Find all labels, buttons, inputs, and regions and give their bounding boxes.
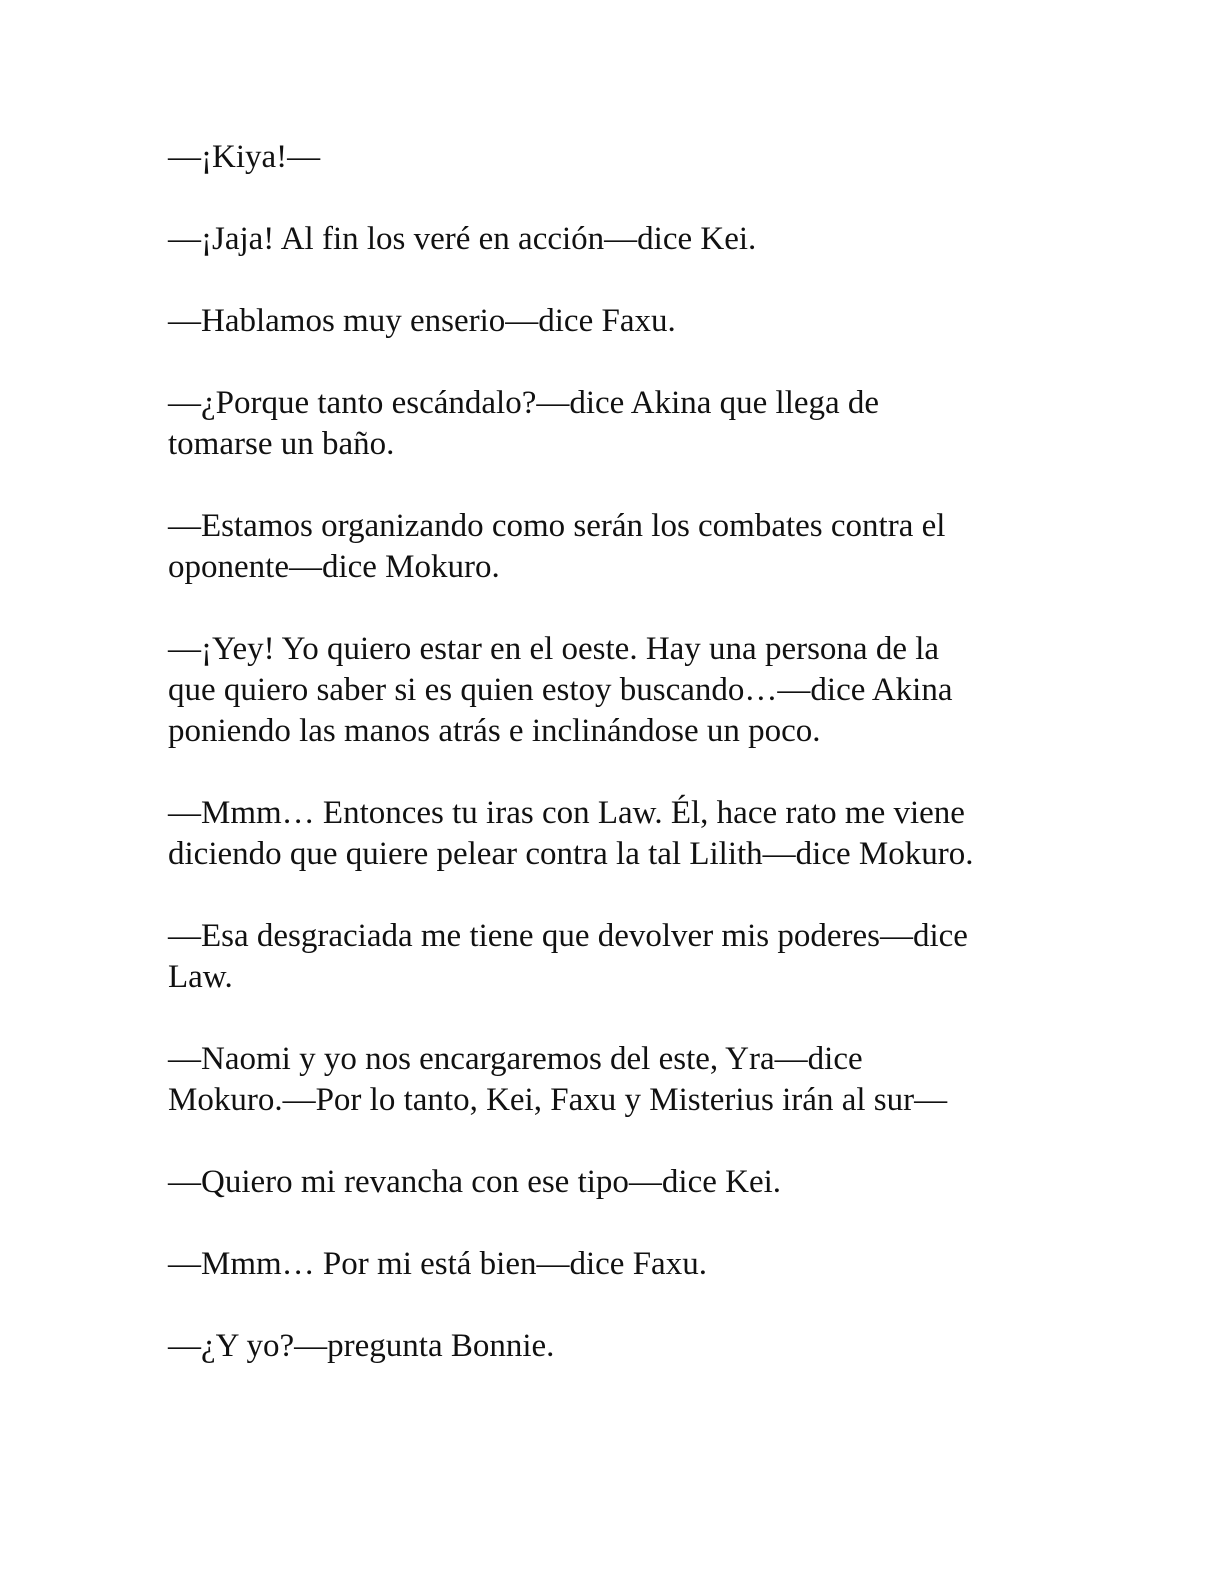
paragraph: —¡Jaja! Al fin los veré en acción—dice Kei.	[168, 221, 757, 257]
paragraph: —Mmm… Por mi está bien—dice Faxu.	[168, 1246, 707, 1282]
paragraph: —Hablamos muy enserio—dice Faxu.	[168, 303, 676, 339]
paragraph: —¿Porque tanto escándalo?—dice Akina que llega de tomarse un baño.	[168, 385, 880, 462]
body-text	[168, 137, 1068, 1408]
paragraph: —¡Yey! Yo quiero estar en el oeste. Hay una persona de la que quiero saber si es quien estoy buscando…—dice Akina poniendo las manos atrás e inclinándose un poco.	[168, 631, 953, 749]
paragraph: —Naomi y yo nos encargaremos del este, Yra—dice Mokuro.—Por lo tanto, Kei, Faxu y Misterius irán al sur—	[168, 1041, 948, 1118]
paragraph: —Mmm… Entonces tu iras con Law. Él, hace rato me viene diciendo que quiere pelear contra la tal Lilith—dice Mokuro.	[168, 795, 974, 872]
paragraph: —Esa desgraciada me tiene que devolver mis poderes—dice Law.	[168, 918, 968, 995]
paragraph: —¿Y yo?—pregunta Bonnie.	[168, 1328, 555, 1364]
paragraph: —¡Kiya!—	[168, 139, 321, 175]
paragraph: —Estamos organizando como serán los combates contra el oponente—dice Mokuro.	[168, 508, 946, 585]
paragraph: —Quiero mi revancha con ese tipo—dice Kei.	[168, 1164, 782, 1200]
